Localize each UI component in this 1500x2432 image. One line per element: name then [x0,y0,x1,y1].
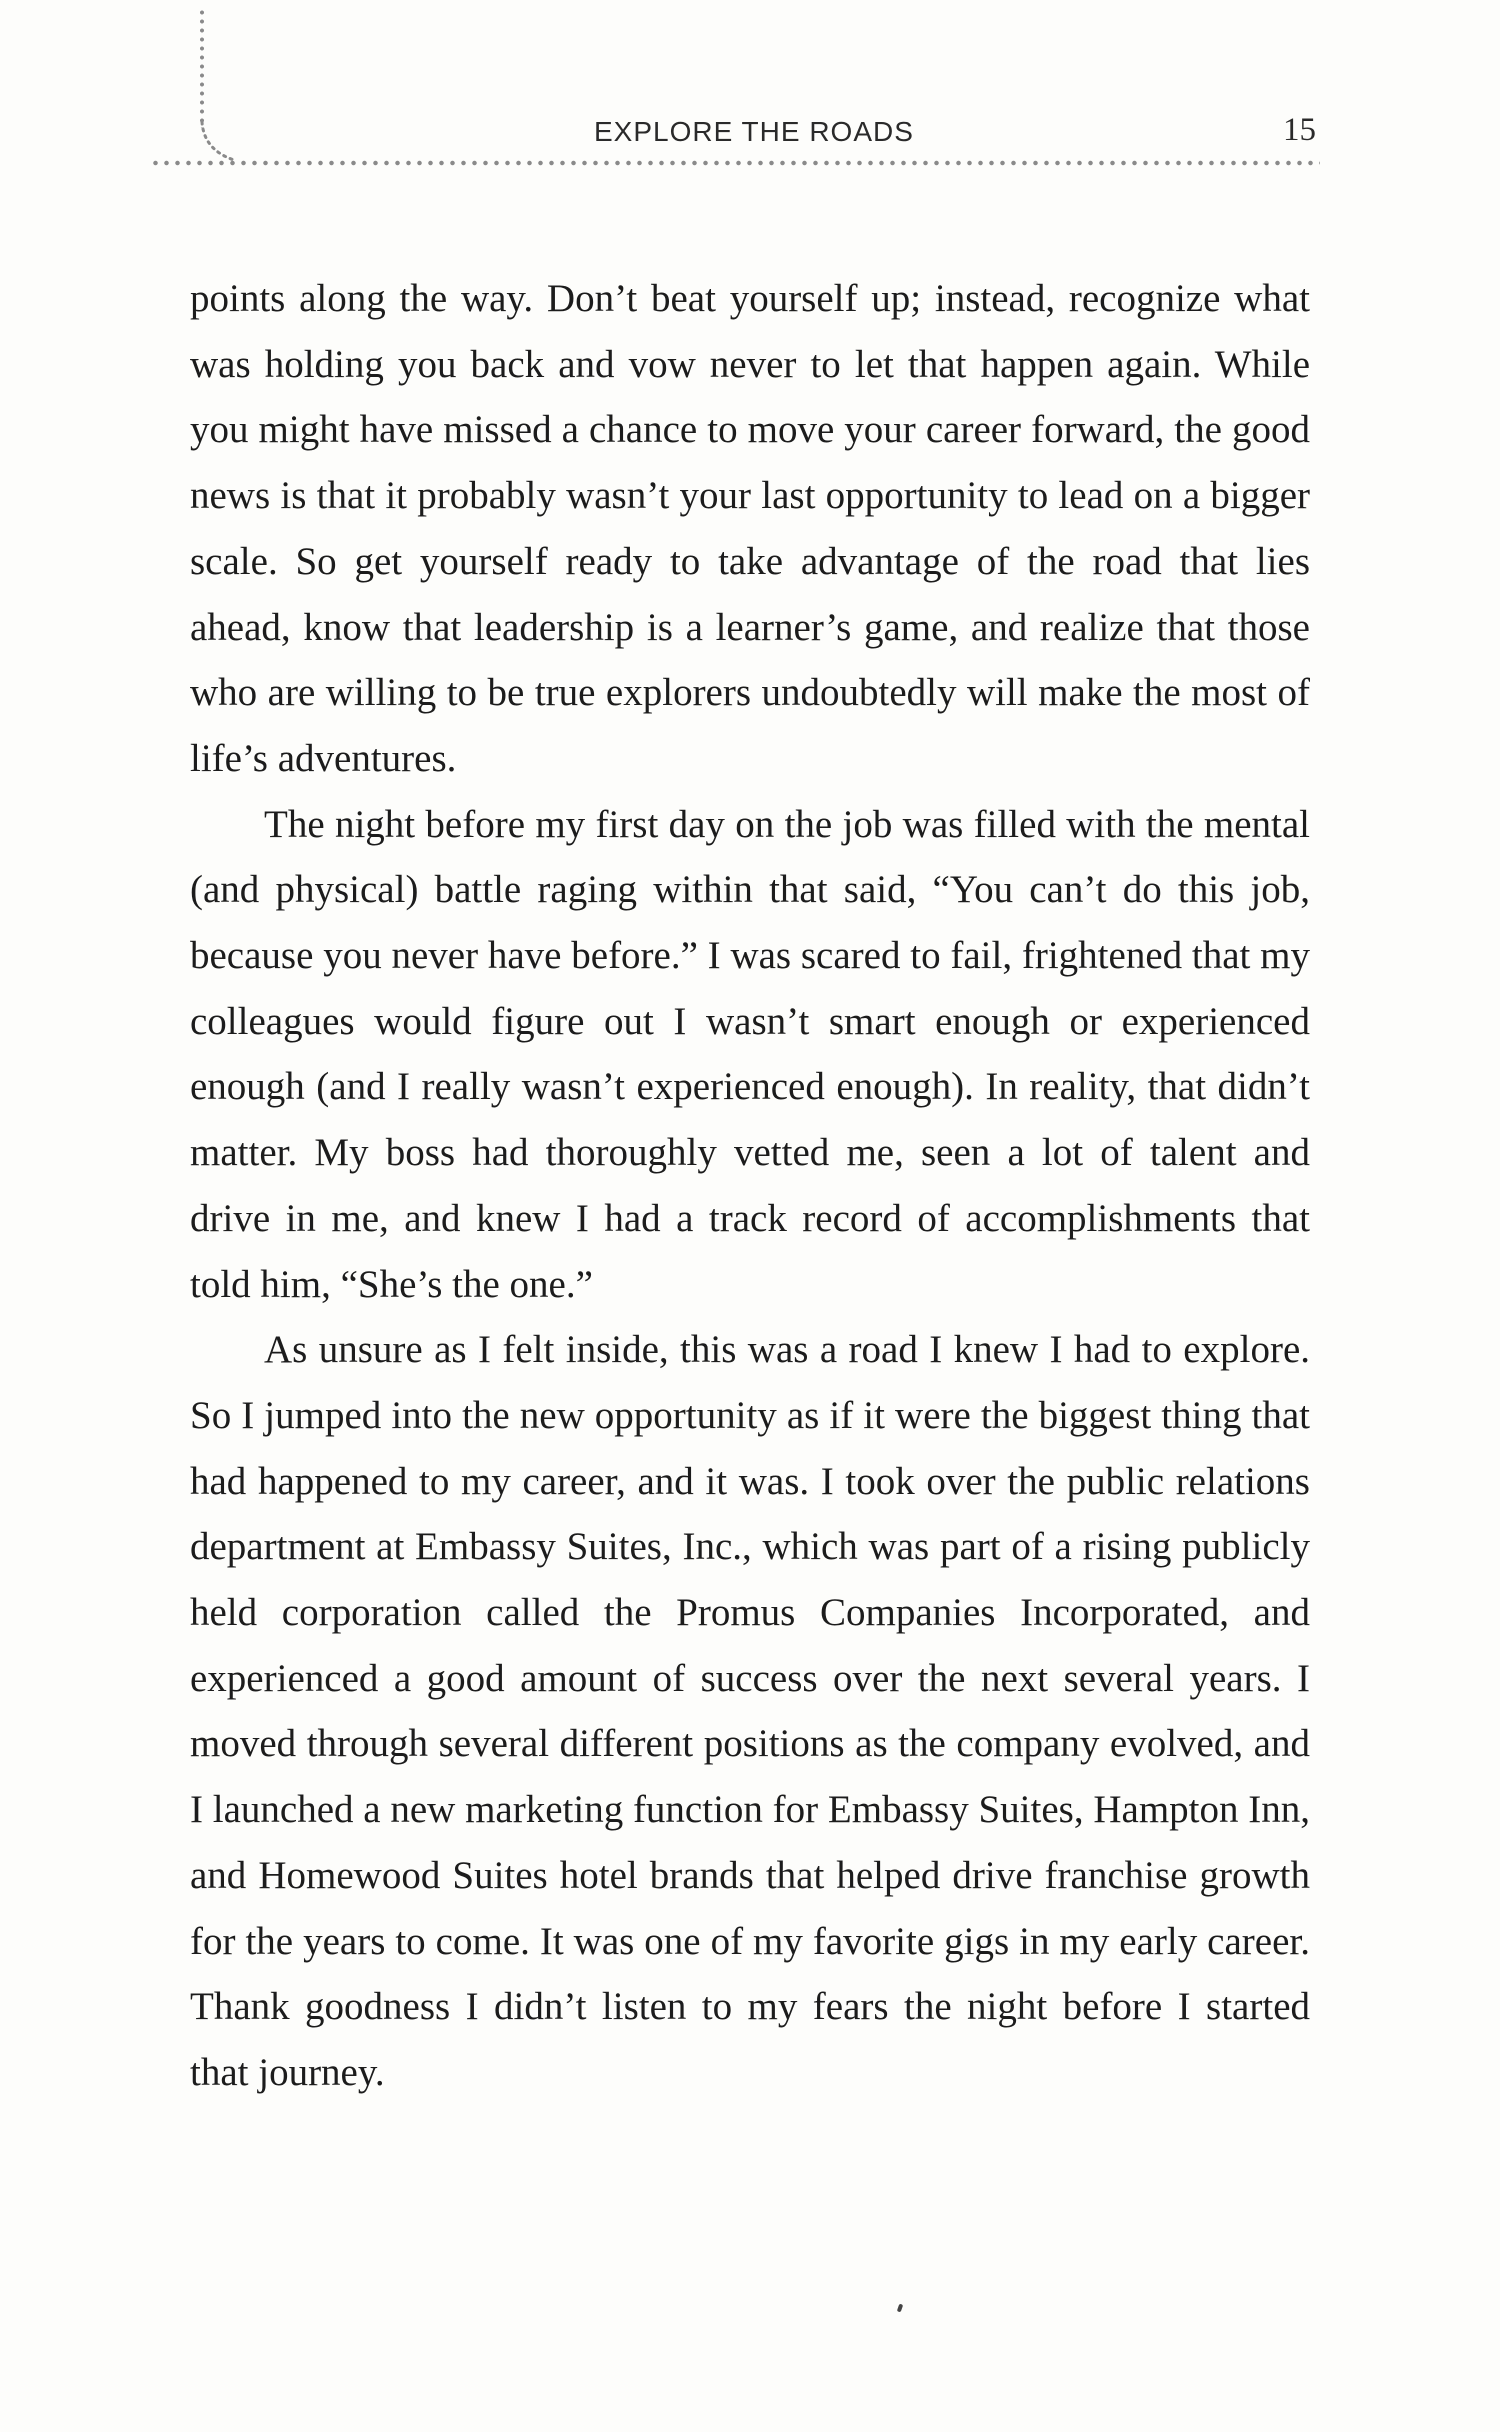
header-dotted-rule-vertical [198,8,206,128]
paragraph: The night before my first day on the job was filled with the mental (and physical) battle raging within that said, “You can’t do this job, because you never have before.” I was scared to fail, frightened that my colleagues would figure out I wasn’t smart enough or experienced enough (and I really wasn’t experienced enough). In reality, that didn’t matter. My boss had thoroughly vetted me, seen a lot of talent and drive in me, and knew I had a track record of accomplishments that told him, “She’s the one.” [190,802,1310,1306]
running-head: EXPLORE THE ROADS [594,116,914,147]
paragraph: As unsure as I felt inside, this was a road I knew I had to explore. So I jumped into the new opportunity as if it were the biggest thing that had happened to my career, and it was. I took over the public relations department at Embassy Suites, Inc., which was part of a rising publicly held corporation called the Promus Companies Incorporated, and experienced a good amount of success over the next several years. I moved through several different positions as the company evolved, and I launched a new marketing function for Embassy Suites, Hampton Inn, and Homewood Suites hotel brands that helped drive franchise growth for the years to come. It was one of my favorite gigs in my early career. Thank goodness I didn’t listen to my fears the night before I started that journey. [190,1328,1310,2094]
header-dotted-rule-horizontal [150,158,1320,168]
page-number: 15 [1283,112,1316,148]
paragraph-continued: points along the way. Don’t beat yourself up; instead, recognize what was holding you back and vow never to let that happen again. While you might have missed a chance to move your career forward, the good news is that it probably wasn’t your last opportunity to lead on a bigger scale. So get yourself ready to take advantage of the road that lies ahead, know that leadership is a learner’s game, and realize that those who are willing to be true explorers undoubtedly will make the most of life’s adventures. [190,277,1310,780]
body-text [190,266,1310,2106]
print-speck [897,2304,903,2313]
